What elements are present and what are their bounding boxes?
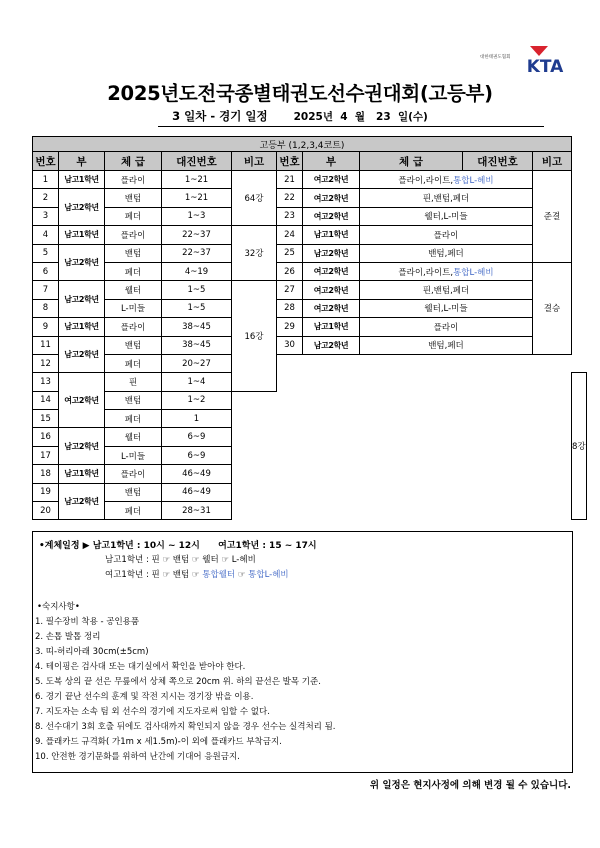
weight-class: L-미들 [105, 299, 162, 317]
weight-class: 플라이 [105, 318, 162, 336]
row-number: 1 [33, 171, 59, 189]
row-number: 19 [33, 483, 59, 501]
row-number: 8 [33, 299, 59, 317]
day-label: 3 일차 - 경기 일정 [172, 109, 268, 123]
pointing-hand-icon: ☞ [162, 555, 171, 565]
col-header: 체 급 [105, 152, 162, 171]
weight-item: 웰터 [202, 555, 219, 565]
rule-item: 10. 안전한 경기문화를 위하여 난간에 기대어 응원금지. [35, 752, 240, 762]
weight-item-merged: 통합웰터 [202, 570, 236, 580]
row-number: 22 [277, 189, 303, 207]
col-header: 비고 [533, 152, 572, 171]
bracket-number: 22~37 [162, 244, 232, 262]
notes-box [32, 531, 573, 773]
bracket-number: 1~2 [162, 391, 232, 409]
row-number: 11 [33, 336, 59, 354]
weight-class: 웰터 [105, 428, 162, 446]
weight-class: 핀,밴텀,페더 [360, 189, 533, 207]
rule-item: 8. 선수대기 3회 호출 뒤에도 검사대까지 확인되지 않을 경우 선수는 실격처리 됨. [35, 722, 336, 732]
weight-class: 밴텀 [105, 483, 162, 501]
weight-class: 밴텀 [105, 189, 162, 207]
rule-item: 7. 지도자는 소속 팀 외 선수의 경기에 지도자로써 임할 수 없다. [35, 707, 270, 717]
row-number: 15 [33, 410, 59, 428]
row-number: 7 [33, 281, 59, 299]
weight-item: 핀 [151, 570, 160, 580]
kta-logo-icon [520, 42, 570, 76]
bracket-number: 1~5 [162, 281, 232, 299]
division: 여고2학년 [303, 281, 360, 299]
row-number: 16 [33, 428, 59, 446]
division: 남고2학년 [59, 336, 105, 373]
bracket-number: 46~49 [162, 465, 232, 483]
table-row [33, 299, 587, 317]
weight-class-part: 플라이,라이트, [398, 175, 454, 186]
bracket-number: 6~9 [162, 446, 232, 464]
division: 남고2학년 [303, 336, 360, 354]
division: 여고2학년 [59, 373, 105, 428]
weigh-in-schedule [39, 538, 317, 551]
bracket-number: 38~45 [162, 318, 232, 336]
division: 남고2학년 [59, 483, 105, 520]
header-row [33, 152, 587, 171]
subtitle-underline [158, 126, 544, 127]
rule-item: 3. 띠-허리아래 30cm(±5cm) [35, 647, 149, 657]
weight-item-merged: 통합L-헤비 [248, 570, 289, 580]
row-number: 5 [33, 244, 59, 262]
order-label: 남고1학년 : [105, 555, 149, 565]
table-row [33, 207, 587, 225]
weight-item: 핀 [151, 555, 160, 565]
division: 남고1학년 [303, 226, 360, 244]
division: 남고1학년 [59, 171, 105, 189]
bracket-number: 1~21 [162, 171, 232, 189]
row-number: 26 [277, 262, 303, 280]
rule-item: 1. 필수장비 착용 - 공인용품 [35, 617, 140, 627]
round-note: 결승 [533, 262, 572, 354]
weigh-in-boys: •계체일정 ▶ 남고1학년 : 10시 ~ 12시 [39, 541, 200, 551]
weight-class: 밴텀 [105, 244, 162, 262]
bracket-number: 1 [162, 410, 232, 428]
weight-class: 웰터,L-미들 [360, 299, 533, 317]
rule-item: 6. 경기 끝난 선수의 훈계 및 작전 지시는 경기장 밖을 이용. [35, 692, 254, 702]
pointing-hand-icon: ☞ [191, 555, 200, 565]
pointing-hand-icon: ☞ [237, 570, 246, 580]
bracket-number: 22~37 [162, 226, 232, 244]
table-row [33, 281, 587, 299]
weight-class: 핀,밴텀,페더 [360, 281, 533, 299]
division: 여고2학년 [303, 207, 360, 225]
table-row [33, 171, 587, 189]
division: 여고2학년 [303, 299, 360, 317]
row-number: 12 [33, 354, 59, 372]
weight-class [360, 171, 533, 189]
row-number: 14 [33, 391, 59, 409]
rule-item: 2. 손톱 발톱 정리 [35, 632, 101, 642]
weight-class: 웰터,L-미들 [360, 207, 533, 225]
weight-class: 플라이 [360, 226, 533, 244]
row-number: 23 [277, 207, 303, 225]
row-number: 28 [277, 299, 303, 317]
row-number: 30 [277, 336, 303, 354]
row-number: 4 [33, 226, 59, 244]
weight-class: L-미들 [105, 446, 162, 464]
row-number: 2 [33, 189, 59, 207]
bracket-number: 20~27 [162, 354, 232, 372]
bracket-number: 1~21 [162, 189, 232, 207]
col-header: 체 급 [360, 152, 463, 171]
table-row [33, 336, 587, 354]
col-header: 대진번호 [162, 152, 232, 171]
weight-class: 밴텀,페더 [360, 336, 533, 354]
round-note: 8강 [572, 373, 587, 520]
footer-notice: 위 일정은 현지사정에 의해 변경 될 수 있습니다. [369, 780, 571, 791]
col-header: 번호 [33, 152, 59, 171]
division: 남고1학년 [59, 318, 105, 336]
bracket-number: 28~31 [162, 502, 232, 520]
table-row [33, 318, 587, 336]
court-label: 고등부 (1,2,3,4코트) [33, 137, 572, 152]
table-row [33, 189, 587, 207]
division: 남고2학년 [59, 189, 105, 226]
schedule-table [32, 136, 587, 520]
round-note: 준결 [533, 171, 572, 263]
row-number: 20 [33, 502, 59, 520]
table-row [33, 262, 587, 280]
division: 남고1학년 [303, 318, 360, 336]
bracket-number: 1~5 [162, 299, 232, 317]
row-number: 24 [277, 226, 303, 244]
division: 여고2학년 [303, 171, 360, 189]
row-number: 27 [277, 281, 303, 299]
row-number: 25 [277, 244, 303, 262]
rules-title: •숙지사항• [37, 602, 80, 612]
pointing-hand-icon: ☞ [221, 555, 230, 565]
round-note: 32강 [232, 226, 277, 281]
table-row [33, 244, 587, 262]
weight-class [360, 262, 533, 280]
division: 여고2학년 [303, 262, 360, 280]
row-number: 9 [33, 318, 59, 336]
weight-item: L-헤비 [231, 555, 256, 565]
division: 남고2학년 [59, 281, 105, 318]
weight-class: 플라이 [360, 318, 533, 336]
logo-text: KTA [526, 57, 564, 76]
weight-class: 플라이 [105, 226, 162, 244]
weight-class: 밴텀,페더 [360, 244, 533, 262]
round-note: 16강 [232, 281, 277, 391]
round-note: 64강 [232, 171, 277, 226]
row-number: 6 [33, 262, 59, 280]
row-number: 21 [277, 171, 303, 189]
weight-class-merged: 통합L-헤비 [453, 267, 494, 278]
division: 남고2학년 [59, 428, 105, 465]
weight-class: 플라이 [105, 171, 162, 189]
table-row [33, 354, 587, 372]
row-number: 18 [33, 465, 59, 483]
weight-item: 밴텀 [172, 555, 190, 565]
table-row [33, 226, 587, 244]
weight-class: 페더 [105, 354, 162, 372]
weight-class: 밴텀 [105, 391, 162, 409]
logo-caption: 대한태권도협회 [480, 55, 511, 60]
weight-class: 웰터 [105, 281, 162, 299]
division: 남고1학년 [59, 465, 105, 483]
weight-class: 페더 [105, 207, 162, 225]
pointing-hand-icon: ☞ [191, 570, 200, 580]
weight-class-part: 플라이,라이트, [398, 267, 454, 278]
weight-item: 밴텀 [172, 570, 190, 580]
weight-class: 밴텀 [105, 336, 162, 354]
order-label: 여고1학년 : [105, 570, 149, 580]
division: 남고2학년 [59, 244, 105, 281]
weigh-in-girls: 여고1학년 : 15 ~ 17시 [218, 541, 317, 551]
division: 여고2학년 [303, 189, 360, 207]
page-title: 2025년도전국종별태권도선수권대회(고등부) [107, 82, 493, 105]
rule-item: 4. 테이핑은 검사대 또는 대기실에서 확인을 받아야 한다. [35, 662, 246, 672]
weight-class: 핀 [105, 373, 162, 391]
col-header: 비고 [232, 152, 277, 171]
col-header: 부 [303, 152, 360, 171]
col-header: 부 [59, 152, 105, 171]
bracket-number: 1~4 [162, 373, 232, 391]
division: 남고1학년 [59, 226, 105, 244]
girls-weigh-order [105, 568, 289, 580]
bracket-number: 4~19 [162, 262, 232, 280]
weight-class-merged: 통합L-헤비 [453, 175, 494, 186]
bracket-number: 6~9 [162, 428, 232, 446]
boys-weigh-order [105, 553, 256, 565]
col-header: 번호 [277, 152, 303, 171]
row-number: 17 [33, 446, 59, 464]
rule-item: 5. 도복 상의 끝 선은 무릎에서 상체 쪽으로 20cm 위. 하의 끝선은 발목 기준. [35, 677, 321, 687]
row-number: 13 [33, 373, 59, 391]
subtitle [0, 108, 600, 124]
weight-class: 페더 [105, 262, 162, 280]
bracket-number: 1~3 [162, 207, 232, 225]
col-header: 대진번호 [463, 152, 533, 171]
rule-item: 9. 플래카드 규격화( 가1m x 세1.5m)-이 외에 플래카드 부착금지. [35, 737, 282, 747]
row-number: 29 [277, 318, 303, 336]
weight-class: 페더 [105, 410, 162, 428]
weight-class: 페더 [105, 502, 162, 520]
row-number: 3 [33, 207, 59, 225]
bracket-number: 46~49 [162, 483, 232, 501]
weight-class: 플라이 [105, 465, 162, 483]
bracket-number: 38~45 [162, 336, 232, 354]
division: 남고2학년 [303, 244, 360, 262]
date-label: 2025년 4 월 23 일(수) [293, 111, 428, 123]
empty-area [277, 354, 572, 520]
pointing-hand-icon: ☞ [162, 570, 171, 580]
